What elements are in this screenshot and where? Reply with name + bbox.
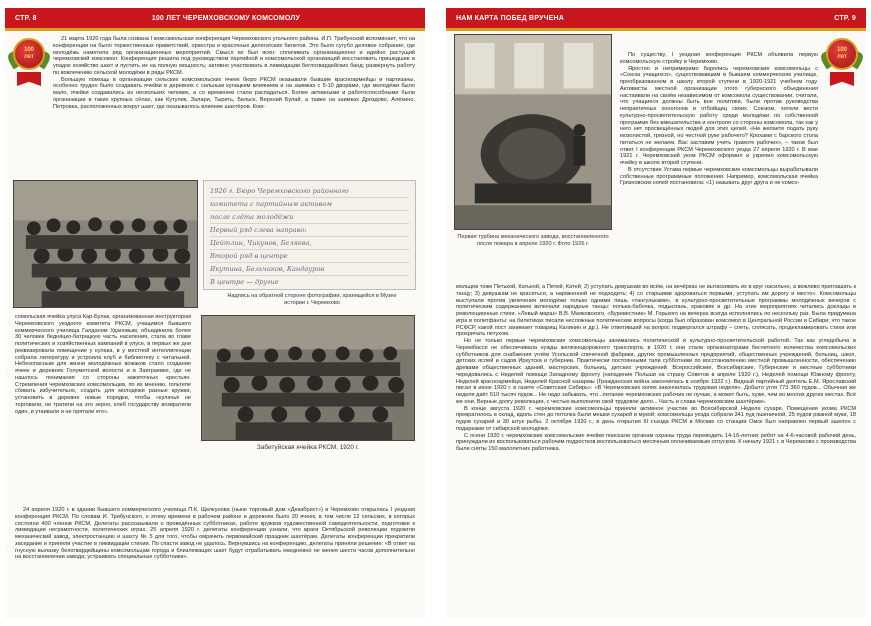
paragraph: 21 марта 1920 года была созвана I комсомольская конференция Черемховского угольного района. И.П. Трибунский вспоминает, что на конференции на было торжественных приветствий, оркестра и красочных делегатских билетов. Это было сугубо деловое собрание, где молодёжь наметила ряд организационных мероприятий. Смысл их был ясен: сплачивать организационно и идейно растущий черемховский комсомол. Конференция решила под руководством партийной и комсомольской организаций восстановить пришедшие в упадок хозяйство шахт и пустить их на полную мощность; активно участвовать в ликвидации беглогвардейских банд; развернуть работу по вовлечению сельской молодёжи в ряды РКСМ. — [53, 36, 415, 76]
turbine-photo — [454, 34, 612, 230]
left-page — [5, 8, 425, 618]
left-page-header — [5, 8, 425, 28]
note-line: Цейтлин, Чикунов, Беляева, — [210, 237, 409, 250]
paragraph: Яростно и непримиримо боролись черемховские комсомольцы с «Союза учащихся», существовавшим в бывшем коммерческом училище, преобразованном в школу второй ступени в 1920-1921 учебном году. Активисты местной организации этого губернского объединения настаивали на своём независимом от комсомола существовании, считали, что учащиеся должны быть вне политики, были против руководства непрактичных хоногонов и отбойщиц своих. Союзом, хотели вести культурно-просветительскую работу среди молодёжи по собственной программе без вмешательства и контроля со стороны комсомола, так как у него нет просвещённых людей для этих целей. «Не желаете подать руку мозолистой, грязной, но честной руке рабочего? Крохами с барского стола питаться не желаем. Вас заставим учить грамоте рабочих», – таков был ответ I конференции РКСМ Черемховского уезда 27 апреля 1920 г. В мае 1921 г. Черемховский уком РКСМ оформил и укрепил комсомольскую ячейку в школе второй ступени. — [620, 65, 818, 166]
emblem-circle — [13, 38, 45, 70]
emblem-number: 100 — [23, 47, 34, 54]
left-bottom-text — [15, 507, 415, 561]
right-page-header — [446, 8, 866, 28]
left-middle-text — [15, 314, 191, 415]
emblem-number: 100 — [836, 47, 847, 54]
right-column-text — [620, 52, 818, 187]
paragraph: В конце августа 1920 г. черемховские комсомольцы приняли активное участие во Всесибирской Неделе сухаря. Помещения укома РКСМ превратилось в склад, вдоль стен до потолка были мешки сухарей и мукой; комсомольцы уезда собрали 341 пуд пшеничной, 25 пудов ржаной муки, 18 пудов сухарей и 30 штук рыбы. 2 октября 1920 г., в день открытия III съезда РКСМ в Москве со станции Омск был направлен первый эшелон с подарками от сибирской молодёжи. — [456, 405, 856, 432]
group-photo-1926 — [13, 180, 198, 308]
left-page-number: СТР. 8 — [15, 14, 37, 22]
note-line: В центре — другие — [210, 278, 279, 286]
note-caption: Надпись на обратной стороне фотографии, хранящейся в Музее истории г. Черемхово — [227, 293, 397, 306]
paragraph: По существу, I уездная конференция РКСМ объявила первую комсомольскую стройку в Черемхово. — [620, 52, 818, 65]
left-running-head: 100 ЛЕТ ЧЕРЕМХОВСКОМУ КОМСОМОЛУ — [151, 14, 300, 22]
turbine-caption: Первая турбина механического завода, восстановленного после пожара в апреле 1920 г. Фото 1926 г. — [457, 234, 609, 247]
note-line: Первый ряд слева направо: — [210, 224, 409, 237]
note-line: комитета с партийным активом — [210, 198, 409, 211]
right-full-text — [456, 284, 856, 453]
right-page — [446, 8, 866, 618]
emblem-word: лет — [837, 54, 847, 60]
paragraph: 24 апреля 1920 г. в здании бывшего коммерческого училища П.К. Щелкунова (ныне торговый дом «Декабрист») в Черемхово открылась I уездная конференция РКСМ. По словам И. Трибунского, к этому времени в рабочем районе и деревнях было 20 ячеек, в том числе 12 сельских, в которых состояли 400 членов РКСМ. Делегаты рассказывали о проведённых субботниках, работе кружков художественной самодеятельности, подготовке к ликвидации неграмотности, политических играх. 25 апреля 1920 г. делегаты конференции узнали, что враги Октябрьской революции подожгли механический завод, электростанцию и шахту № 5 для того, чтобы омрачить первомайский праздник шахтёрам. Делегаты конференции прекратили заседание и приняли участие в ликвидации стихии. По спасти завод не удалось. Вернувшись на конференцию, делегаты приняли решение: «В ответ на гнусную вылазку белогвардейщины комсомольцам города и близлежащих шахт будут отрабатывать ежедневно не менее шести часов дополнительно на восстановлении завода; устраивать специальные субботники». — [15, 507, 415, 561]
right-gold-rule — [446, 28, 866, 31]
right-running-head: НАМ КАРТА ПОБЕД ВРУЧЕНА — [456, 14, 565, 22]
zabituy-cell-photo — [201, 315, 415, 441]
handwritten-note-text — [210, 185, 409, 288]
emblem-circle — [826, 38, 858, 70]
ribbon-icon — [17, 72, 41, 86]
note-line: после слёта молодёжи — [210, 211, 409, 224]
paragraph: Но не только первые черемховские комсомольцы занимались политической и культурно-просветительской работой. Так как угледобыча в Черембассе не обеспечивала нужды железнодорожного транспорта, в 1920 г. они стали организаторами бесчетного количества комсомольских субботников для снабжения углём Усольской спичечной фабрики, других промышленных предприятий, общественных учреждений, больниц, школ, детских яслей и садов Иркутска и губернии. Практически постоянными тали субботники по восстановлению местной промышленности, обеспечению древами общественных зданий, мастерских, больниц, детских учреждений. Всероссийские, Всесибирские, Губернские и местные субботники чередовались с Неделей помощи Западному фронту (нападение Польши на страну Советов в апреле 1920 г.), Неделей помощи Южному фронту, Неделей красноармейца, Неделей Красной казармы (Гражданская война закончилась в ноябре 1922 г.). Видный партийный деятель Е.М. Ярославский писал в июне 1920 г. в газете «Советская Сибирь»: «В Черемховских копях закончилась трудовая неделя». Добыто угля 773 360 пудов... Обычная же неделя даёт 510 тысяч пудов... Не надо забывать, что...питание черемховских рабочих не лучше, а может быть, хуже, чем во многих других местах. Всё же они, Верные долгу революции, с честью выполнили свой трудовое дело... Часть и слава черемховским шахтёрам». — [456, 338, 856, 405]
left-gold-rule — [5, 28, 425, 31]
right-page-number: СТР. 9 — [834, 14, 856, 22]
paragraph: мольцев тоже Петькой, Катькой, а Петей, Катей; 2) уступать девушкам во всём, на вечёрках не вытаскивать их в круг насильно, а вежливо приглашать к танцу; 3) девушкам не краситься, а наряженной не подходить; 4) со старшими здороваться первыми, уступать им дорогу и место». Комсомольцы выступали против увлечения молодёжи только одними лишь «тангульками», в культурно-просветительные программы молодёжных вечеров с политическим содержанием включали народные танцы: полька-бабочка, подыспань, краковяк и др. На этих мероприятиях читались доклады в революционные стихи. «Левый марш» В.В. Маяковского, «Буревестник» М. Горького на вечерах всегда исполнялись по нескольку раз. Была придумана игра в политфанты: на билетиках писали несложные политические вопросы (когда был образован комсомол в Центральной России и Сибири; что такое РСФСР, какой пост занимает товарищ Калинин и др.). Не ответивший на вопрос подвергался штрафу – спеть, сплясать, продекламировать стихи или прокричать петухом. — [456, 284, 856, 338]
left-intro-text — [53, 36, 415, 110]
handwritten-note-image — [203, 180, 416, 290]
paragraph: сомольская ячейка улуса Кар-Булак, организованная инструктором Черемховского уездного комитета РКСМ, учащимся бывшего коммерческого училища Галданом Удановым, объединила более 30 человек бедняцко-батрацкую часть населения, стала во главе политических и хозяйственных кампаний в улусе, в первых же дни реквизировала помещение у кулака, в у местной интеллигенции собрала литературу и устроила клуб и библиотеку с читальней. Небезопасным для жизни молодёжных вожаков стало создание ячеек в деревнях Голуметской волости и в Заиграевке, где не нашлось понимания со стороны зажиточных крестьян. Стремления черемховских комсомольцев, по их мнению, гольтепе сбивать избучительно, создать для молодёжи разные кружки, установить в деревне новые порядки, чтобы «кулачьё не торговали, не тратили на это зерно, клеб государству возвратили один, и утаивали и не прятали его». — [15, 314, 191, 415]
note-line: Второй ряд в центре — [210, 250, 409, 263]
komsomol-100-emblem — [822, 34, 862, 94]
note-line: 1926 г. Бюро Черемховского районного — [210, 185, 409, 198]
paragraph: В отсутствие Устава первые черемховские комсомольцы вырабатывали собственные программные положения. Например, комсомольская ячейка Грязновских копей постановила: «1) называть друг друга и не комсо- — [620, 166, 818, 187]
paragraph: С осени 1920 г. черемховские комсомольские ячейки поискали органам охраны труда переводить 14-16-летних ребят на 4-6-часовой рабочий день, принуждали их воспользоваться рабочим подростков воспользоваться месячным оплачиваемым отпуском. К началу 1921 г. в Черемхово с производства были сняты 150 малолетних работника. — [456, 432, 856, 452]
ribbon-icon — [830, 72, 854, 86]
cell-photo-caption: Забитуйская ячейка РКСМ, 1920 г. — [256, 444, 360, 451]
note-line: Якутина, Бельчиков, Кандауров — [210, 263, 409, 276]
komsomol-100-emblem — [9, 34, 49, 94]
emblem-word: лет — [24, 54, 34, 60]
paragraph: Большую помощь в организации сельских комсомольских ячеек бюро РКСМ оказывали бывшие красноармейцы и партизаны, особенно трудно было создавать ячейки в деревнях с сильным кулацким влиянием и на заимках с 5-10 дворами, где молодёжи было мало, ячейки создавались из нескольких человек, а со временем стали распадаться. Более активными и работоспособными были организации в таких крупных сёлах, как Кутулик, Залари, Тыреть, Бельск, Верхний Булай, а также на заимках Дроздово, Алёхино, Петровка, расположенных вокруг шахт, где оказывалось влияние шахтёров. Ком- — [53, 76, 415, 110]
